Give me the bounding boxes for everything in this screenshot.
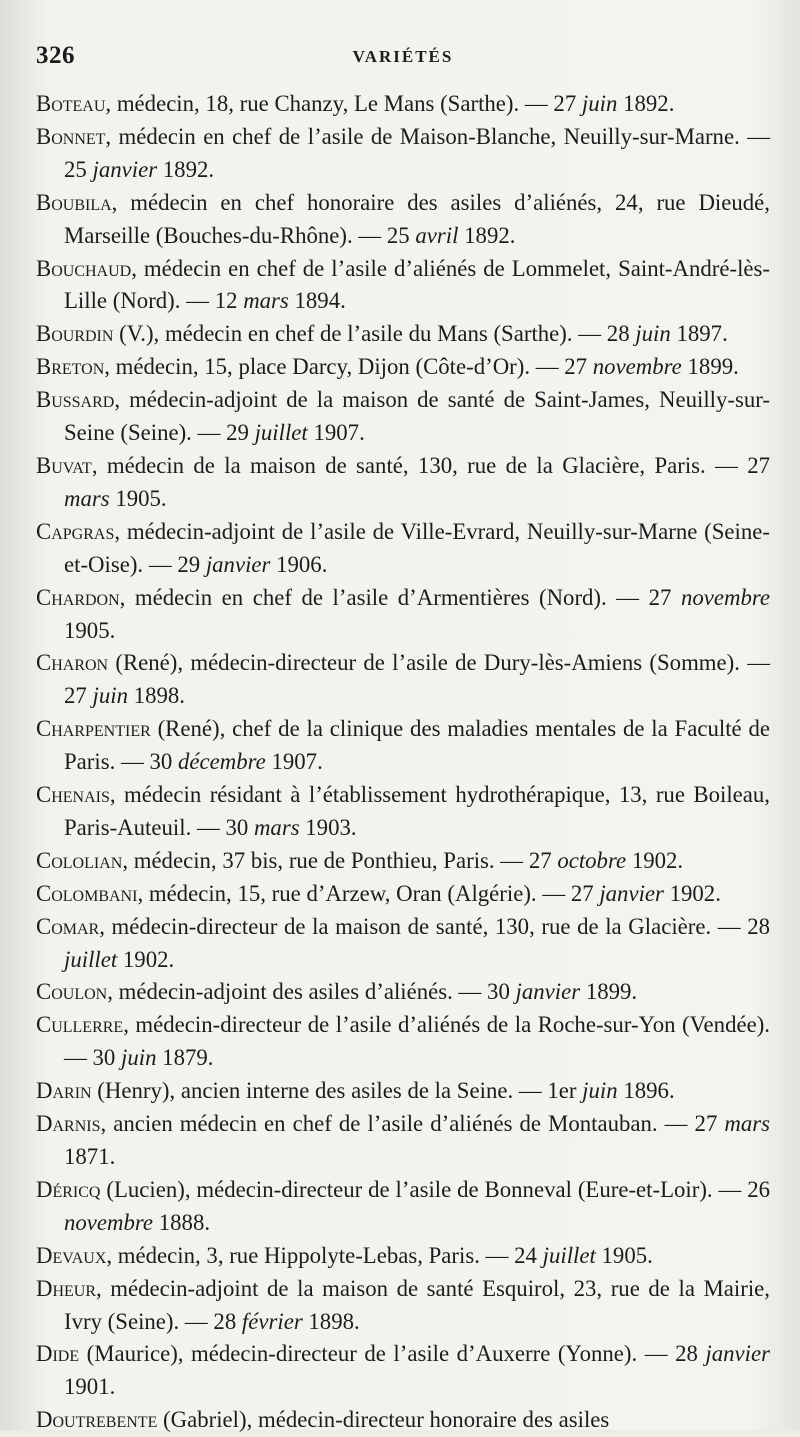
entry-description: , médecin-directeur de la maison de santé, 130, rue de la Glacière. —	[99, 913, 741, 939]
entry-month: mars	[243, 288, 289, 314]
directory-entry	[36, 1174, 770, 1240]
entry-month: janvier	[515, 979, 581, 1005]
entry-description: , médecin-adjoint de l’asile de Ville-Evrard, Neuilly-sur-Marne (Seine-et-Oise). —	[64, 518, 770, 577]
entry-surname: Boubila	[36, 189, 112, 215]
directory-entry	[36, 88, 770, 121]
entry-day: 25	[64, 156, 87, 182]
entry-description: , médecin, 37 bis, rue de Ponthieu, Paris. —	[122, 847, 524, 873]
entry-month: mars	[724, 1111, 771, 1137]
entry-month: juin	[581, 91, 618, 116]
entry-month: mars	[253, 814, 300, 840]
entry-year: 1899.	[687, 354, 739, 380]
entry-surname: Charpentier	[36, 716, 151, 742]
directory-entry	[36, 976, 770, 1009]
entry-surname: Darnis	[36, 1111, 101, 1137]
running-title: VARIÉTÉS	[352, 47, 454, 66]
entry-month: juin	[121, 1045, 157, 1071]
entry-surname: Boteau	[36, 91, 106, 116]
entry-month: janvier	[705, 1341, 770, 1367]
entry-month: novembre	[680, 584, 770, 610]
entry-month: juin	[92, 683, 128, 709]
directory-entry	[36, 779, 770, 845]
entry-year: 1903.	[305, 814, 357, 840]
entry-description: , médecin, 18, rue Chanzy, Le Mans (Sarthe). —	[105, 91, 548, 116]
entry-year: 1899.	[585, 979, 638, 1005]
directory-entry	[36, 450, 770, 516]
directory-entry	[36, 582, 770, 648]
entry-description: , médecin, 15, rue d’Arzew, Oran (Algérie). —	[137, 880, 566, 906]
entry-month: janvier	[92, 156, 158, 182]
directory-entry	[36, 516, 770, 582]
entry-year: 1905.	[601, 1242, 653, 1268]
entry-month: décembre	[178, 749, 266, 775]
entry-month: janvier	[205, 551, 271, 577]
entry-surname: Bouchaud	[36, 255, 132, 281]
directory-entry	[36, 1240, 770, 1273]
entry-description: , médecin de la maison de santé, 130, rue de la Glacière, Paris. —	[91, 452, 738, 478]
directory-entry	[36, 845, 770, 878]
entry-surname: Cullerre	[36, 1012, 124, 1038]
entry-day: 28	[675, 1341, 698, 1367]
entry-day: 27	[64, 683, 87, 709]
entry-day: 26	[747, 1176, 771, 1202]
entry-surname: Bonnet	[36, 123, 106, 149]
entry-year: 1879.	[162, 1045, 214, 1071]
entry-surname: Breton	[36, 354, 105, 380]
entry-year: 1902.	[631, 847, 684, 873]
entry-year: 1907.	[271, 749, 323, 775]
directory-entry	[36, 384, 770, 450]
entry-surname: Comar	[36, 913, 100, 939]
entry-description: (V.), médecin en chef de l’asile du Mans (Sarthe). —	[113, 321, 602, 347]
entry-month: juillet	[254, 420, 308, 446]
directory-entry	[36, 1338, 770, 1404]
directory-entry	[36, 1273, 770, 1339]
entry-year: 1892.	[162, 156, 215, 182]
entry-month: février	[241, 1308, 303, 1334]
entry-day: 27	[528, 847, 552, 873]
page-header	[36, 38, 770, 78]
entry-year: 1902.	[669, 880, 721, 906]
entry-surname: Doutrebente	[36, 1407, 158, 1433]
entry-description: , ancien médecin en chef de l’asile d’aliénés de Montauban. —	[100, 1111, 688, 1137]
entry-day: 30	[92, 1045, 116, 1071]
entry-surname: Dheur	[36, 1275, 97, 1301]
entry-year: 1902.	[122, 946, 175, 972]
entry-description: , médecin, 15, place Darcy, Dijon (Côte-d’Or). —	[104, 354, 559, 380]
entry-day: 29	[226, 420, 249, 446]
entry-day: 24	[514, 1242, 537, 1268]
directory-entry	[36, 121, 770, 187]
entry-description: (René), médecin-directeur de l’asile de Dury-lès-Amiens (Somme). —	[108, 650, 770, 676]
entry-month: juin	[582, 1078, 618, 1104]
entry-month: mars	[64, 485, 110, 511]
directory-entry	[36, 1009, 770, 1075]
entry-day: 30	[225, 814, 249, 840]
directory-entry	[36, 911, 770, 977]
directory-entry	[36, 878, 770, 911]
entry-year: 1898.	[133, 683, 185, 709]
entry-year: 1901.	[64, 1374, 116, 1400]
directory-entry	[36, 318, 770, 351]
entry-description: , médecin-adjoint de la maison de santé Esquirol, 23, rue de la Mairie, Ivry (Seine). —	[64, 1275, 770, 1334]
entry-year: 1892.	[623, 91, 675, 116]
entry-day: 27	[570, 880, 594, 906]
entry-day: 30	[149, 749, 173, 775]
entry-day: 30	[487, 979, 510, 1005]
entry-day: 1er	[547, 1078, 577, 1104]
entry-month: janvier	[599, 880, 664, 906]
entry-year: 1894.	[294, 288, 346, 314]
entry-description: (Gabriel), médecin-directeur honoraire des asiles	[157, 1407, 610, 1433]
entry-day: 28	[747, 913, 770, 939]
entry-day: 28	[213, 1308, 237, 1334]
entry-surname: Bussard	[36, 387, 115, 413]
entry-day: 27	[553, 91, 577, 116]
entry-month: octobre	[557, 847, 627, 873]
entry-surname: Dide	[36, 1341, 80, 1367]
entry-year: 1905.	[64, 617, 116, 643]
entry-surname: Devaux	[36, 1242, 107, 1268]
entry-surname: Chardon	[36, 584, 120, 610]
entry-description: (Maurice), médecin-directeur de l’asile d’Auxerre (Yonne). —	[79, 1341, 668, 1367]
entry-year: 1905.	[115, 485, 167, 511]
directory-entry	[36, 351, 770, 384]
entry-surname: Darin	[36, 1078, 92, 1104]
entry-year: 1897.	[676, 321, 728, 347]
directory-entries	[36, 88, 770, 1437]
entry-year: 1892.	[464, 222, 516, 248]
entry-description: (Henry), ancien interne des asiles de la Seine. —	[91, 1078, 542, 1104]
entry-description: , médecin en chef de l’asile de Maison-Blanche, Neuilly-sur-Marne. —	[105, 123, 770, 149]
entry-surname: Buvat	[36, 452, 92, 478]
entry-description: , médecin-directeur de l’asile d’aliénés de la Roche-sur-Yon (Vendée). —	[64, 1012, 770, 1071]
entry-description: , médecin, 3, rue Hippolyte-Lebas, Paris. —	[106, 1242, 509, 1268]
entry-day: 27	[648, 584, 672, 610]
entry-year: 1898.	[308, 1308, 360, 1334]
entry-description: , médecin-adjoint de la maison de santé de Saint-James, Neuilly-sur-Seine (Seine). —	[64, 387, 770, 446]
entry-month: avril	[415, 222, 459, 248]
entry-surname: Bourdin	[36, 321, 114, 347]
directory-entry	[36, 187, 770, 253]
entry-description: , médecin-adjoint des asiles d’aliénés. —	[107, 979, 482, 1005]
entry-month: novembre	[592, 354, 682, 380]
entry-year: 1888.	[158, 1209, 211, 1235]
entry-year: 1907.	[313, 420, 365, 446]
entry-description: , médecin en chef honoraire des asiles d’aliénés, 24, rue Dieudé, Marseille (Bouches-du-Rhône). —	[64, 189, 770, 248]
directory-entry	[36, 253, 770, 319]
entry-day: 27	[564, 354, 588, 380]
entry-surname: Cololian	[36, 847, 123, 873]
entry-day: 27	[694, 1111, 718, 1137]
entry-day: 28	[606, 321, 630, 347]
entry-year: 1896.	[623, 1078, 675, 1104]
entry-day: 29	[177, 551, 201, 577]
entry-surname: Capgras	[36, 518, 115, 544]
entry-year: 1906.	[276, 551, 328, 577]
entry-description: (René), chef de la clinique des maladies mentales de la Faculté de Paris. —	[64, 716, 770, 775]
directory-entry	[36, 1108, 770, 1174]
entry-day: 25	[386, 222, 410, 248]
entry-day: 12	[214, 288, 238, 314]
entry-surname: Coulon	[36, 979, 108, 1005]
entry-month: novembre	[64, 1209, 154, 1235]
entry-surname: Chenais	[36, 782, 110, 808]
entry-month: juin	[635, 321, 671, 347]
entry-surname: Colombani	[36, 880, 138, 906]
entry-month: juillet	[542, 1242, 596, 1268]
entry-description: , médecin en chef de l’asile d’Armentières (Nord). —	[119, 584, 640, 610]
directory-entry	[36, 647, 770, 713]
page-number: 326	[36, 42, 75, 69]
directory-entry	[36, 1075, 770, 1108]
entry-month: juillet	[64, 946, 118, 972]
directory-entry	[36, 1404, 770, 1437]
entry-surname: Charon	[36, 650, 109, 676]
entry-day: 27	[747, 452, 771, 478]
entry-year: 1871.	[64, 1144, 116, 1169]
entry-description: (Lucien), médecin-directeur de l’asile de Bonneval (Eure-et-Loir). —	[100, 1176, 742, 1202]
entry-surname: Déricq	[36, 1176, 101, 1202]
directory-entry	[36, 713, 770, 779]
entry-description: , médecin en chef de l’asile d’aliénés de Lommelet, Saint-André-lès-Lille (Nord). —	[64, 255, 770, 314]
entry-description: , médecin résidant à l’établissement hydrothérapique, 13, rue Boileau, Paris-Auteuil. —	[64, 782, 770, 840]
